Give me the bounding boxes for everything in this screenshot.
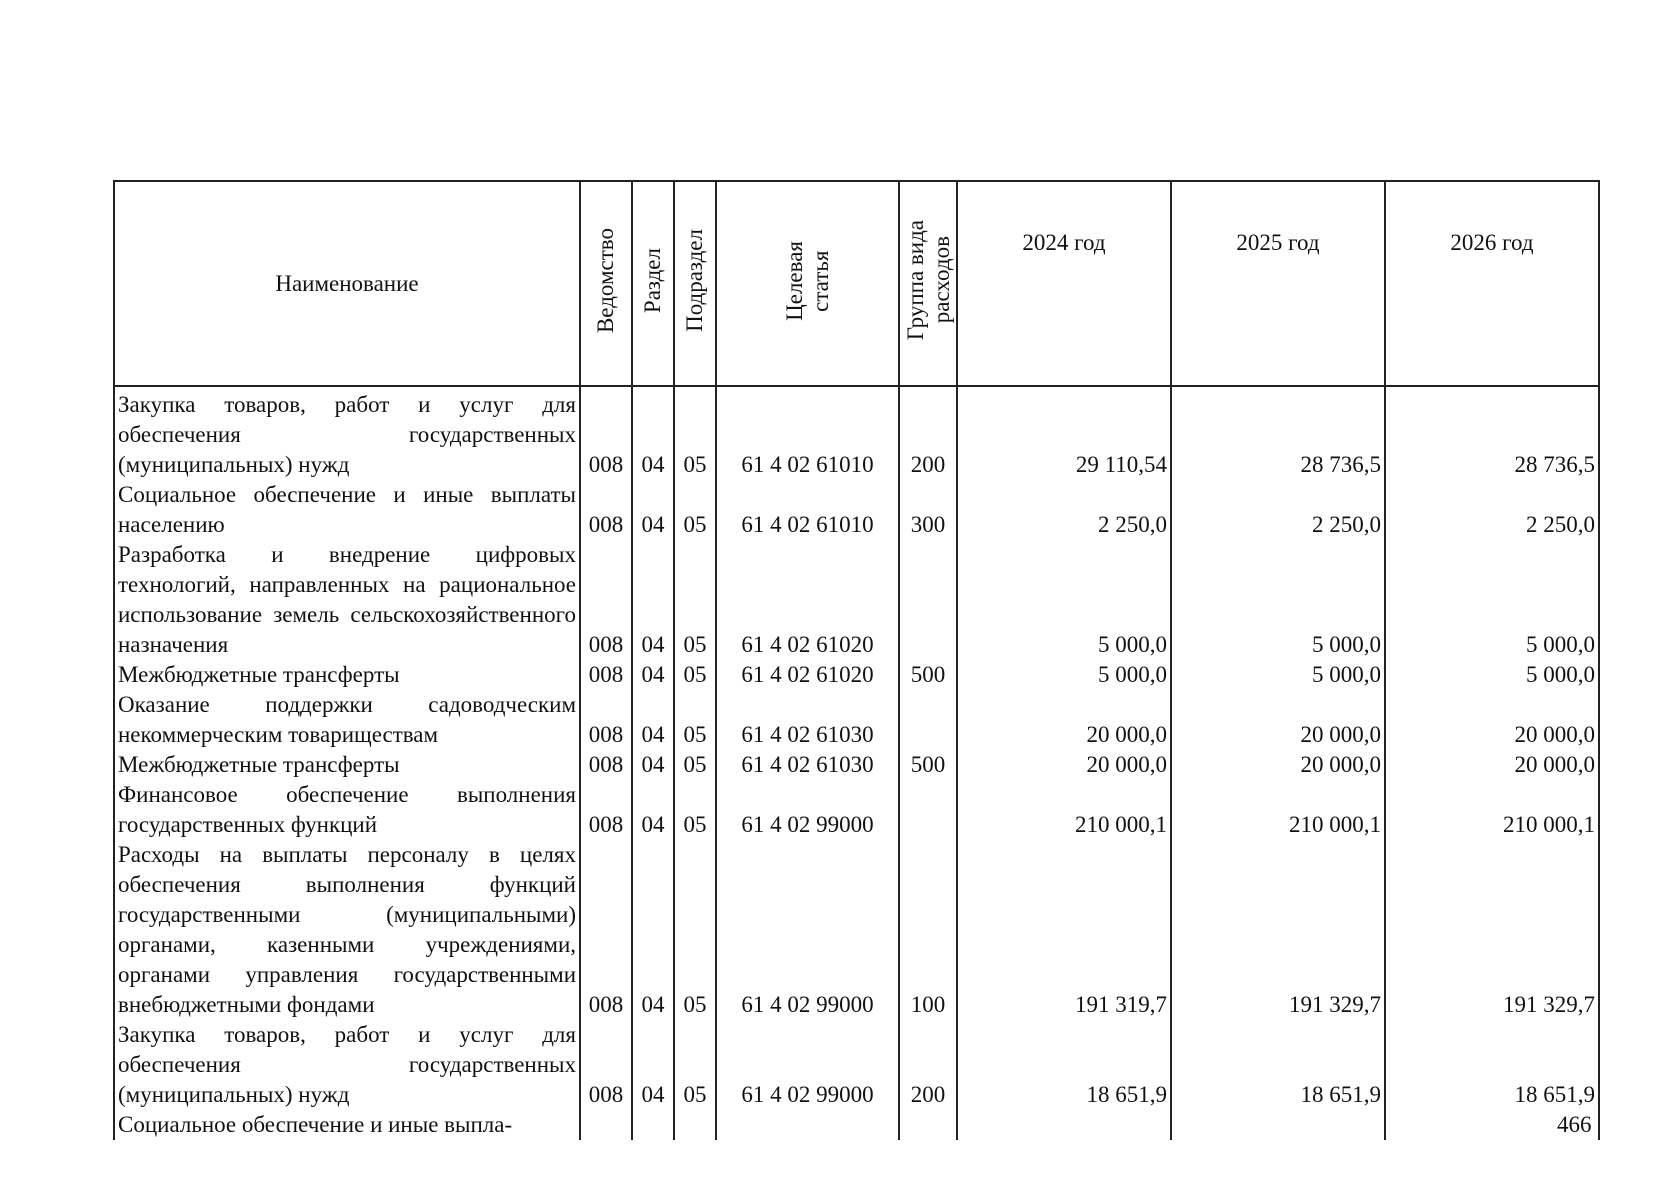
table-row (114, 690, 1599, 750)
row-value-2024: 2 250,0 (957, 480, 1171, 540)
page-number: 466 (1557, 1112, 1592, 1137)
empty-cell (674, 1110, 716, 1140)
header-section: Раздел (632, 181, 674, 386)
row-value-2025: 5 000,0 (1171, 660, 1385, 690)
row-value-2026: 191 329,7 (1385, 840, 1599, 1020)
row-subsection: 05 (674, 1020, 716, 1110)
row-value-2025: 191 329,7 (1171, 840, 1385, 1020)
row-dept: 008 (580, 386, 632, 480)
empty-cell (632, 1110, 674, 1140)
row-section: 04 (632, 1020, 674, 1110)
table-body (114, 386, 1599, 1140)
row-value-2025: 28 736,5 (1171, 386, 1385, 480)
row-target: 61 4 02 61020 (716, 660, 899, 690)
row-target: 61 4 02 61030 (716, 750, 899, 780)
row-section: 04 (632, 386, 674, 480)
row-subsection: 05 (674, 690, 716, 750)
row-value-2025: 210 000,1 (1171, 780, 1385, 840)
row-subsection: 05 (674, 480, 716, 540)
empty-cell (957, 1110, 1171, 1140)
row-group: 500 (899, 660, 957, 690)
row-value-2025: 5 000,0 (1171, 540, 1385, 660)
row-subsection: 05 (674, 386, 716, 480)
row-group (899, 690, 957, 750)
empty-cell (580, 1110, 632, 1140)
row-subsection: 05 (674, 780, 716, 840)
row-value-2024: 20 000,0 (957, 690, 1171, 750)
row-group: 100 (899, 840, 957, 1020)
row-name: Расходы на выплаты персоналу в целях обеспечения выполнения функций государственными (муниципальными) органами, казенными учреждениями, органами управления государственными внебюджетными фондами (114, 840, 580, 1020)
row-subsection: 05 (674, 750, 716, 780)
row-dept: 008 (580, 1020, 632, 1110)
table-row (114, 1020, 1599, 1110)
row-target: 61 4 02 99000 (716, 780, 899, 840)
row-target: 61 4 02 99000 (716, 840, 899, 1020)
row-dept: 008 (580, 840, 632, 1020)
row-value-2024: 191 319,7 (957, 840, 1171, 1020)
table-row (114, 750, 1599, 780)
empty-cell (1171, 1110, 1385, 1140)
row-value-2024: 210 000,1 (957, 780, 1171, 840)
row-value-2026: 5 000,0 (1385, 540, 1599, 660)
row-value-2026: 20 000,0 (1385, 750, 1599, 780)
header-2024: 2024 год (957, 181, 1171, 386)
row-value-2025: 20 000,0 (1171, 750, 1385, 780)
row-group: 300 (899, 480, 957, 540)
row-subsection: 05 (674, 660, 716, 690)
row-value-2024: 29 110,54 (957, 386, 1171, 480)
row-value-2025: 20 000,0 (1171, 690, 1385, 750)
row-group (899, 540, 957, 660)
header-target-line2: статья (807, 249, 833, 312)
row-value-2025: 18 651,9 (1171, 1020, 1385, 1110)
header-2026: 2026 год (1385, 181, 1599, 386)
row-dept: 008 (580, 750, 632, 780)
row-value-2024: 5 000,0 (957, 660, 1171, 690)
table-row (114, 540, 1599, 660)
row-value-2026: 210 000,1 (1385, 780, 1599, 840)
header-name: Наименование (114, 181, 580, 386)
table-header-row (114, 181, 1599, 386)
row-name: Закупка товаров, работ и услуг для обеспечения государственных (муниципальных) нужд (114, 1020, 580, 1110)
row-name: Межбюджетные трансферты (114, 660, 580, 690)
row-subsection: 05 (674, 540, 716, 660)
row-value-2024: 18 651,9 (957, 1020, 1171, 1110)
row-group (899, 780, 957, 840)
row-dept: 008 (580, 780, 632, 840)
row-value-2026: 20 000,0 (1385, 690, 1599, 750)
row-name: Оказание поддержки садоводческим некоммерческим товариществам (114, 690, 580, 750)
row-target: 61 4 02 61010 (716, 480, 899, 540)
header-dept: Ведомство (580, 181, 632, 386)
row-group: 200 (899, 386, 957, 480)
row-name: Финансовое обеспечение выполнения государственных функций (114, 780, 580, 840)
row-value-2025: 2 250,0 (1171, 480, 1385, 540)
row-name: Социальное обеспечение и иные выплаты населению (114, 480, 580, 540)
table-row (114, 780, 1599, 840)
table-row (114, 840, 1599, 1020)
row-value-2024: 20 000,0 (957, 750, 1171, 780)
row-section: 04 (632, 690, 674, 750)
row-section: 04 (632, 480, 674, 540)
continuation-text: Социальное обеспечение и иные выпла- (114, 1110, 580, 1140)
header-target-line1: Целевая (781, 240, 807, 321)
row-section: 04 (632, 540, 674, 660)
header-group-line1: Группа вида (903, 220, 928, 341)
row-group: 200 (899, 1020, 957, 1110)
header-group-line2: расходов (929, 236, 954, 325)
row-section: 04 (632, 750, 674, 780)
row-name: Закупка товаров, работ и услуг для обеспечения государственных (муниципальных) нужд (114, 386, 580, 480)
header-group (899, 181, 957, 386)
empty-cell (899, 1110, 957, 1140)
table-row (114, 660, 1599, 690)
table-row (114, 386, 1599, 480)
table-row-continuation (114, 1110, 1599, 1140)
row-value-2026: 28 736,5 (1385, 386, 1599, 480)
row-section: 04 (632, 780, 674, 840)
row-dept: 008 (580, 540, 632, 660)
row-value-2026: 18 651,9 (1385, 1020, 1599, 1110)
header-2025: 2025 год (1171, 181, 1385, 386)
row-name: Межбюджетные трансферты (114, 750, 580, 780)
row-value-2026: 5 000,0 (1385, 660, 1599, 690)
row-dept: 008 (580, 480, 632, 540)
row-dept: 008 (580, 660, 632, 690)
row-value-2024: 5 000,0 (957, 540, 1171, 660)
header-target (716, 181, 899, 386)
budget-table (113, 180, 1600, 1140)
header-subsection: Подраздел (674, 181, 716, 386)
row-dept: 008 (580, 690, 632, 750)
row-subsection: 05 (674, 840, 716, 1020)
row-target: 61 4 02 61020 (716, 540, 899, 660)
row-name: Разработка и внедрение цифровых технологий, направленных на рациональное использование земель сельскохозяйственного назначения (114, 540, 580, 660)
row-group: 500 (899, 750, 957, 780)
row-section: 04 (632, 660, 674, 690)
empty-cell (716, 1110, 899, 1140)
row-target: 61 4 02 61030 (716, 690, 899, 750)
row-value-2026: 2 250,0 (1385, 480, 1599, 540)
row-section: 04 (632, 840, 674, 1020)
table-row (114, 480, 1599, 540)
row-target: 61 4 02 99000 (716, 1020, 899, 1110)
row-target: 61 4 02 61010 (716, 386, 899, 480)
